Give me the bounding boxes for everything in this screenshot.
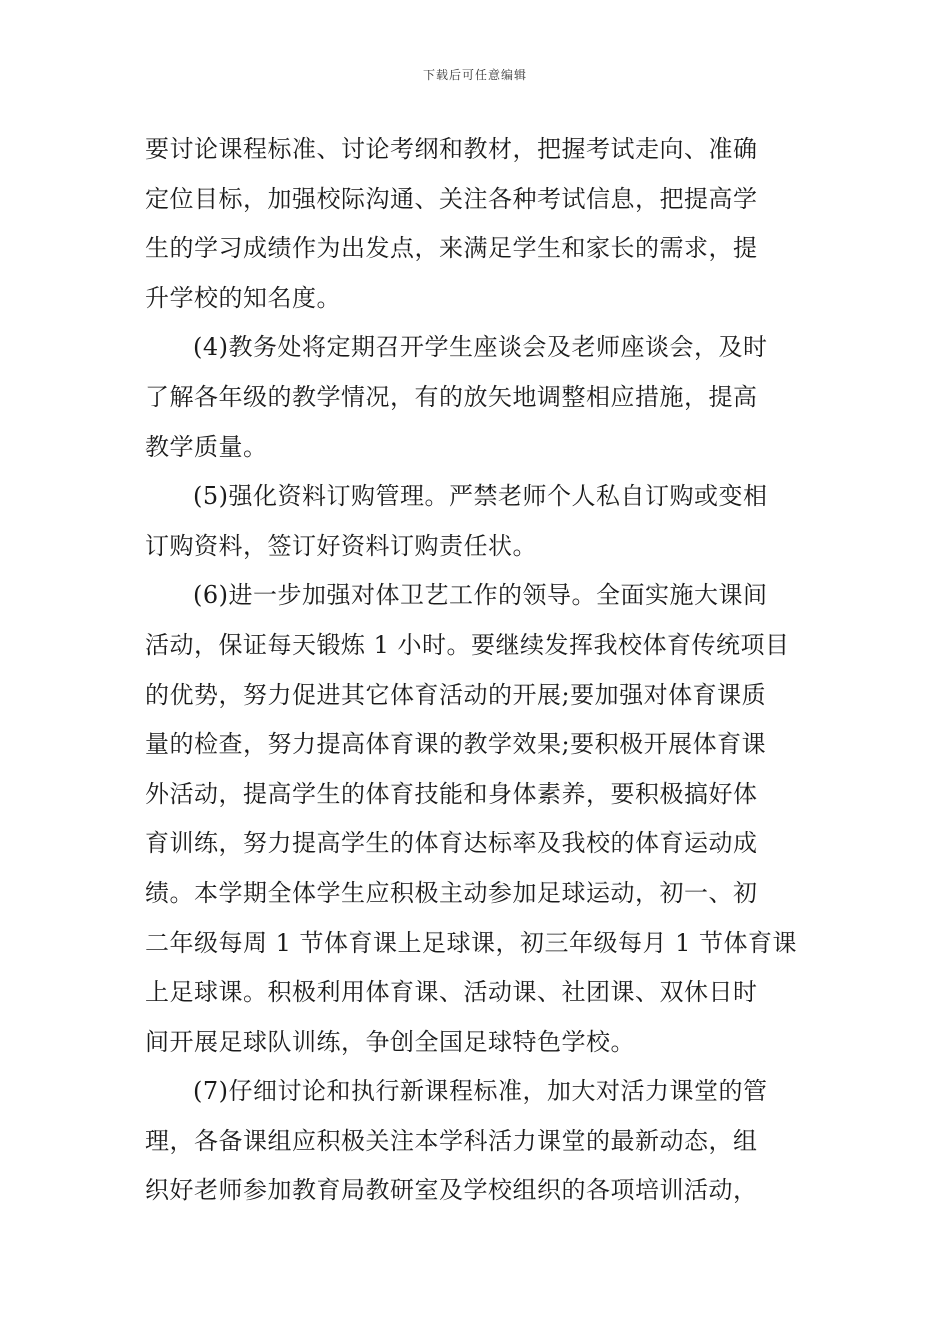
- text-line: 外活动，提高学生的体育技能和身体素养，要积极搞好体: [145, 779, 758, 808]
- paragraph-start-line: (5)强化资料订购管理。严禁老师个人私自订购或变相: [193, 482, 768, 511]
- text-line: 定位目标，加强校际沟通、关注各种考试信息，把提高学: [145, 184, 758, 213]
- text-line: 升学校的知名度。: [145, 283, 341, 312]
- text-line: 间开展足球队训练，争创全国足球特色学校。: [145, 1027, 635, 1056]
- text-line: 织好老师参加教育局教研室及学校组织的各项培训活动，: [145, 1176, 758, 1205]
- text-line: 育训练，努力提高学生的体育达标率及我校的体育运动成: [145, 829, 758, 858]
- document-body: [145, 125, 805, 1216]
- text-line: 活动，保证每天锻炼 1 小时。要继续发挥我校体育传统项目: [145, 630, 790, 659]
- text-line: 了解各年级的教学情况，有的放矢地调整相应措施，提高: [145, 382, 758, 411]
- paragraph-start-line: (7)仔细讨论和执行新课程标准，加大对活力课堂的管: [193, 1077, 768, 1106]
- text-line: 二年级每周 1 节体育课上足球课，初三年级每月 1 节体育课: [145, 928, 798, 957]
- paragraph-start-line: (6)进一步加强对体卫艺工作的领导。全面实施大课间: [193, 581, 768, 610]
- text-line: 上足球课。积极利用体育课、活动课、社团课、双休日时: [145, 978, 758, 1007]
- text-line: 的优势，努力促进其它体育活动的开展;要加强对体育课质: [145, 680, 767, 709]
- text-line: 绩。本学期全体学生应积极主动参加足球运动，初一、初: [145, 878, 758, 907]
- text-line: 理，各备课组应积极关注本学科活力课堂的最新动态，组: [145, 1126, 758, 1155]
- text-line: 订购资料，签订好资料订购责任状。: [145, 531, 537, 560]
- paragraph-start-line: (4)教务处将定期召开学生座谈会及老师座谈会，及时: [193, 333, 768, 362]
- page-header-note: 下载后可任意编辑: [422, 68, 527, 82]
- text-line: 要讨论课程标准、讨论考纲和教材，把握考试走向、准确: [145, 135, 758, 163]
- text-line: 量的检查，努力提高体育课的教学效果;要积极开展体育课: [145, 730, 767, 759]
- text-line: 生的学习成绩作为出发点，来满足学生和家长的需求，提: [145, 234, 758, 263]
- text-line: 教学质量。: [145, 432, 268, 461]
